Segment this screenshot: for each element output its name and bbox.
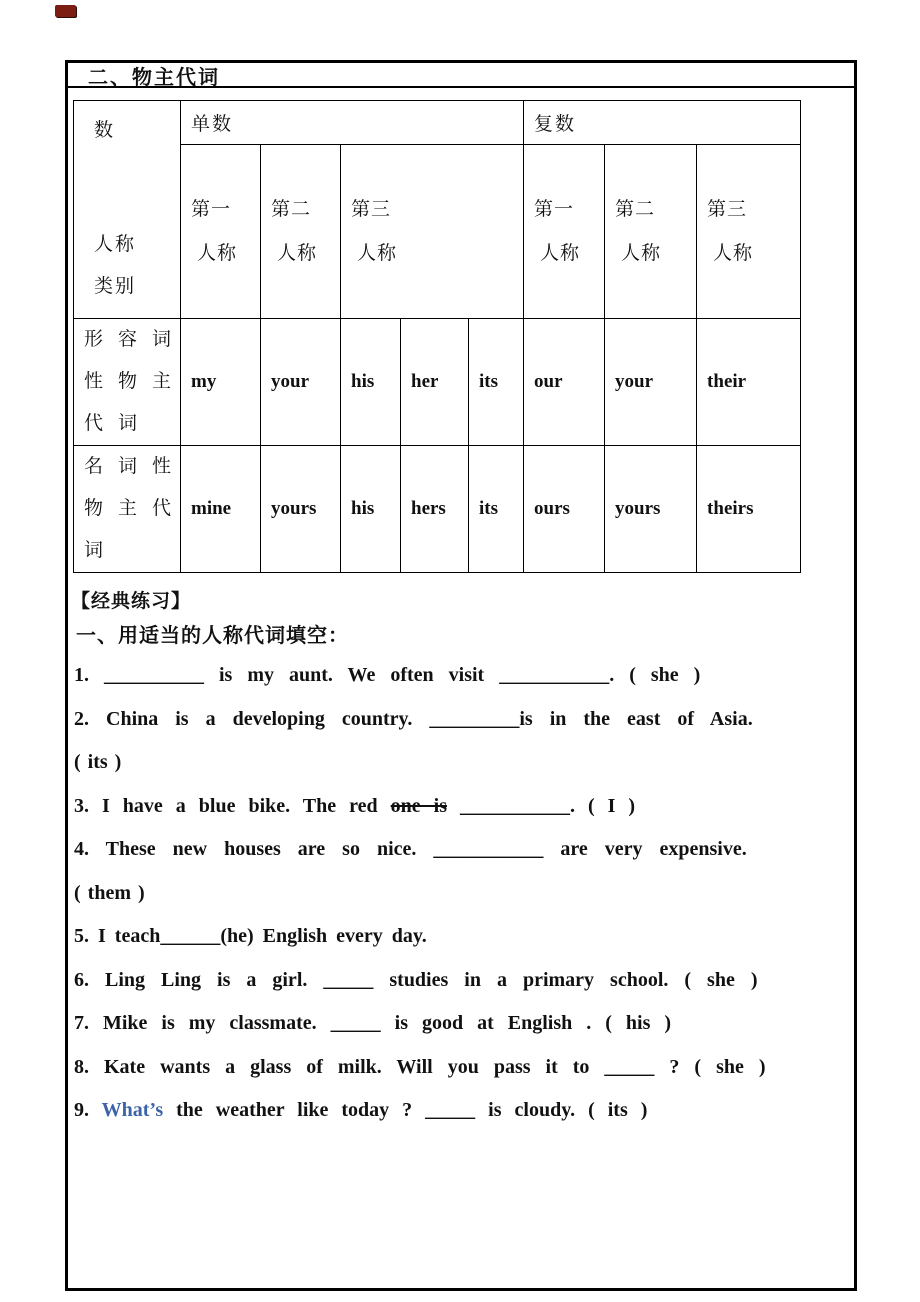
exercise-item-4-answer	[74, 872, 834, 916]
person-header-line: 人称	[713, 242, 754, 264]
pronoun-cell-mine: mine	[181, 446, 261, 573]
pronoun-cell-hers: hers	[401, 446, 469, 573]
person-header-line: 第一	[191, 198, 232, 220]
exercise-item-9	[74, 1089, 834, 1133]
pronoun-cell-my: my	[181, 319, 261, 446]
pronoun-cell-our: our	[524, 319, 605, 446]
section-heading-row	[68, 63, 854, 88]
document-border	[65, 60, 857, 1291]
person-header-line: 人称	[540, 242, 581, 264]
item-text: ___________. ( I )	[446, 794, 636, 817]
row-label-line: 词	[84, 540, 119, 561]
person-header-line: 第三	[707, 198, 748, 220]
exercise-item-4	[74, 828, 834, 872]
item-text: 2. China is a developing country. _________is in the east of Asia.	[74, 707, 753, 730]
pronoun-cell-your: your	[261, 319, 341, 446]
exercise-item-5	[74, 915, 834, 959]
person-header-singular-1	[181, 145, 261, 319]
corner-label-category: 类别	[94, 275, 137, 297]
pronoun-cell-her: her	[401, 319, 469, 446]
row-label-line: 形容词	[84, 329, 187, 350]
exercise-item-6	[74, 959, 834, 1003]
exercise-item-7	[74, 1002, 834, 1046]
pronoun-cell-theirs: theirs	[697, 446, 801, 573]
item-text: ( its )	[74, 751, 122, 773]
person-header-line: 第二	[615, 198, 656, 220]
pronoun-cell-their: their	[697, 319, 801, 446]
pronoun-cell-his-n: his	[341, 446, 401, 573]
person-header-singular-3	[341, 145, 524, 319]
pronoun-cell-ours: ours	[524, 446, 605, 573]
corner-spacer	[94, 152, 180, 224]
exercise-item-1	[74, 654, 834, 698]
row-label-line: 物主代	[84, 498, 187, 519]
row-label-adjective-possessive	[74, 319, 187, 446]
table-corner-cell	[74, 101, 181, 319]
exercise-lines	[74, 654, 834, 1133]
pronoun-cell-yours-pl: yours	[605, 446, 697, 573]
exercise-item-3	[74, 785, 834, 829]
section-heading: 二、物主代词	[88, 67, 220, 89]
item-text: 8. Kate wants a glass of milk. Will you pass it to _____ ? ( she )	[74, 1055, 766, 1078]
person-header-plural-1	[524, 145, 605, 319]
person-header-line: 第二	[271, 198, 312, 220]
pronoun-cell-your-pl: your	[605, 319, 697, 446]
person-header-line: 第一	[534, 198, 575, 220]
corner-label-number: 数	[94, 119, 116, 141]
pronoun-cell-its-n: its	[469, 446, 524, 573]
pronoun-cell-his: his	[341, 319, 401, 446]
exercise-item-2	[74, 698, 834, 742]
exercise-instruction: 一、用适当的人称代词填空：	[76, 625, 349, 647]
singular-header: 单数	[181, 101, 524, 145]
row-label-line: 代词	[84, 413, 153, 434]
highlighted-word: What’s	[101, 1099, 164, 1121]
item-text: the weather like today ? _____ is cloudy. ( its )	[163, 1099, 648, 1121]
person-header-line: 人称	[197, 242, 238, 264]
item-text: 6. Ling Ling is a girl. _____ studies in a primary school. ( she )	[74, 968, 758, 991]
item-text: 9.	[74, 1099, 102, 1121]
item-text: ( them )	[74, 881, 145, 904]
pronoun-cell-its: its	[469, 319, 524, 446]
page-corner-mark	[55, 5, 76, 17]
exercise-item-2-answer	[74, 741, 834, 785]
item-text: 7. Mike is my classmate. _____ is good at English . ( his )	[74, 1012, 672, 1034]
corner-labels	[84, 104, 180, 316]
item-text: 4. These new houses are so nice. ___________ are very expensive.	[74, 838, 747, 860]
exercise-section-title: 【经典练习】	[71, 591, 192, 612]
row-label-line: 名词性	[84, 456, 187, 477]
person-header-line: 人称	[277, 242, 318, 264]
row-label-line: 性物主	[84, 371, 187, 392]
item-text: 1. __________ is my aunt. We often visit ___________. ( she )	[74, 664, 701, 686]
item-text: 5. I teach______(he) English every day.	[74, 925, 427, 947]
person-header-line: 人称	[357, 242, 398, 264]
plural-header: 复数	[524, 101, 801, 145]
person-header-singular-2	[261, 145, 341, 319]
row-label-noun-possessive	[74, 446, 187, 573]
strikethrough-text: one is	[390, 794, 447, 817]
person-header-plural-2	[605, 145, 697, 319]
person-header-plural-3	[697, 145, 801, 319]
corner-label-person: 人称	[94, 233, 137, 255]
item-text: 3. I have a blue bike. The red	[74, 794, 391, 817]
pronoun-cell-yours: yours	[261, 446, 341, 573]
pronoun-table	[73, 100, 801, 573]
exercise-item-8	[74, 1046, 834, 1090]
person-header-line: 人称	[621, 242, 662, 264]
person-header-line: 第三	[351, 198, 392, 220]
